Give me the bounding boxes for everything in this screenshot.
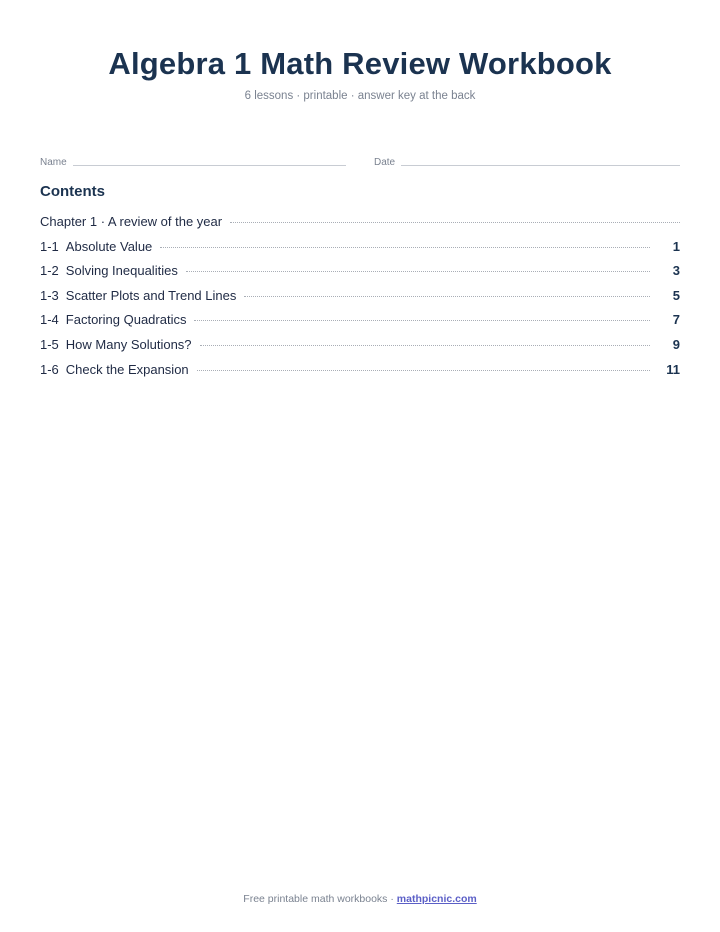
name-field — [40, 155, 346, 169]
lesson-page-number: 9 — [672, 336, 680, 352]
dot-leader — [200, 345, 650, 346]
dot-leader — [197, 370, 650, 371]
lesson-page-number: 5 — [672, 287, 680, 303]
lesson-title: Absolute Value — [65, 238, 153, 254]
lesson-title: Check the Expansion — [65, 361, 189, 377]
name-date-fields — [40, 155, 680, 169]
date-label: Date — [374, 157, 396, 168]
dot-leader — [230, 222, 680, 223]
dot-leader — [186, 271, 650, 272]
page-footer — [40, 893, 680, 905]
lesson-number: 1-6 — [40, 361, 59, 377]
page-title: Algebra 1 Math Review Workbook — [108, 46, 612, 81]
lesson-number: 1-3 — [40, 287, 59, 303]
lesson-title: Factoring Quadratics — [65, 312, 187, 328]
toc-row-lesson-2[interactable] — [40, 263, 680, 288]
toc-row-lesson-3[interactable] — [40, 288, 680, 313]
lesson-page-number: 7 — [672, 312, 680, 328]
toc-row-lesson-5[interactable] — [40, 337, 680, 362]
name-line — [73, 165, 346, 166]
lesson-number: 1-5 — [40, 336, 59, 352]
date-line — [401, 165, 680, 166]
dot-leader — [160, 247, 650, 248]
date-field — [374, 155, 680, 169]
lesson-number: 1-2 — [40, 263, 59, 279]
lesson-page-number: 11 — [666, 361, 680, 377]
lesson-number: 1-1 — [40, 238, 59, 254]
toc-row-lesson-1[interactable] — [40, 239, 680, 264]
footer-link[interactable]: mathpicnic.com — [396, 893, 477, 905]
contents-heading: Contents — [40, 183, 105, 200]
lesson-page-number: 3 — [672, 263, 680, 279]
toc-row-lesson-4[interactable] — [40, 312, 680, 337]
workbook-page — [40, 0, 680, 932]
page-subtitle: 6 lessons · printable · answer key at the back — [244, 90, 476, 102]
lesson-title: How Many Solutions? — [65, 336, 192, 352]
toc-row-lesson-6[interactable] — [40, 362, 680, 387]
lesson-page-number: 1 — [672, 238, 680, 254]
toc-chapter-row[interactable] — [40, 214, 680, 239]
footer-text: Free printable math workbooks · — [243, 893, 394, 905]
lesson-title: Scatter Plots and Trend Lines — [65, 287, 237, 303]
dot-leader — [194, 320, 650, 321]
dot-leader — [244, 296, 650, 297]
lesson-title: Solving Inequalities — [65, 263, 178, 279]
name-label: Name — [40, 157, 67, 168]
lesson-number: 1-4 — [40, 312, 59, 328]
chapter-title: Chapter 1 · A review of the year — [40, 214, 223, 229]
table-of-contents — [40, 214, 680, 386]
